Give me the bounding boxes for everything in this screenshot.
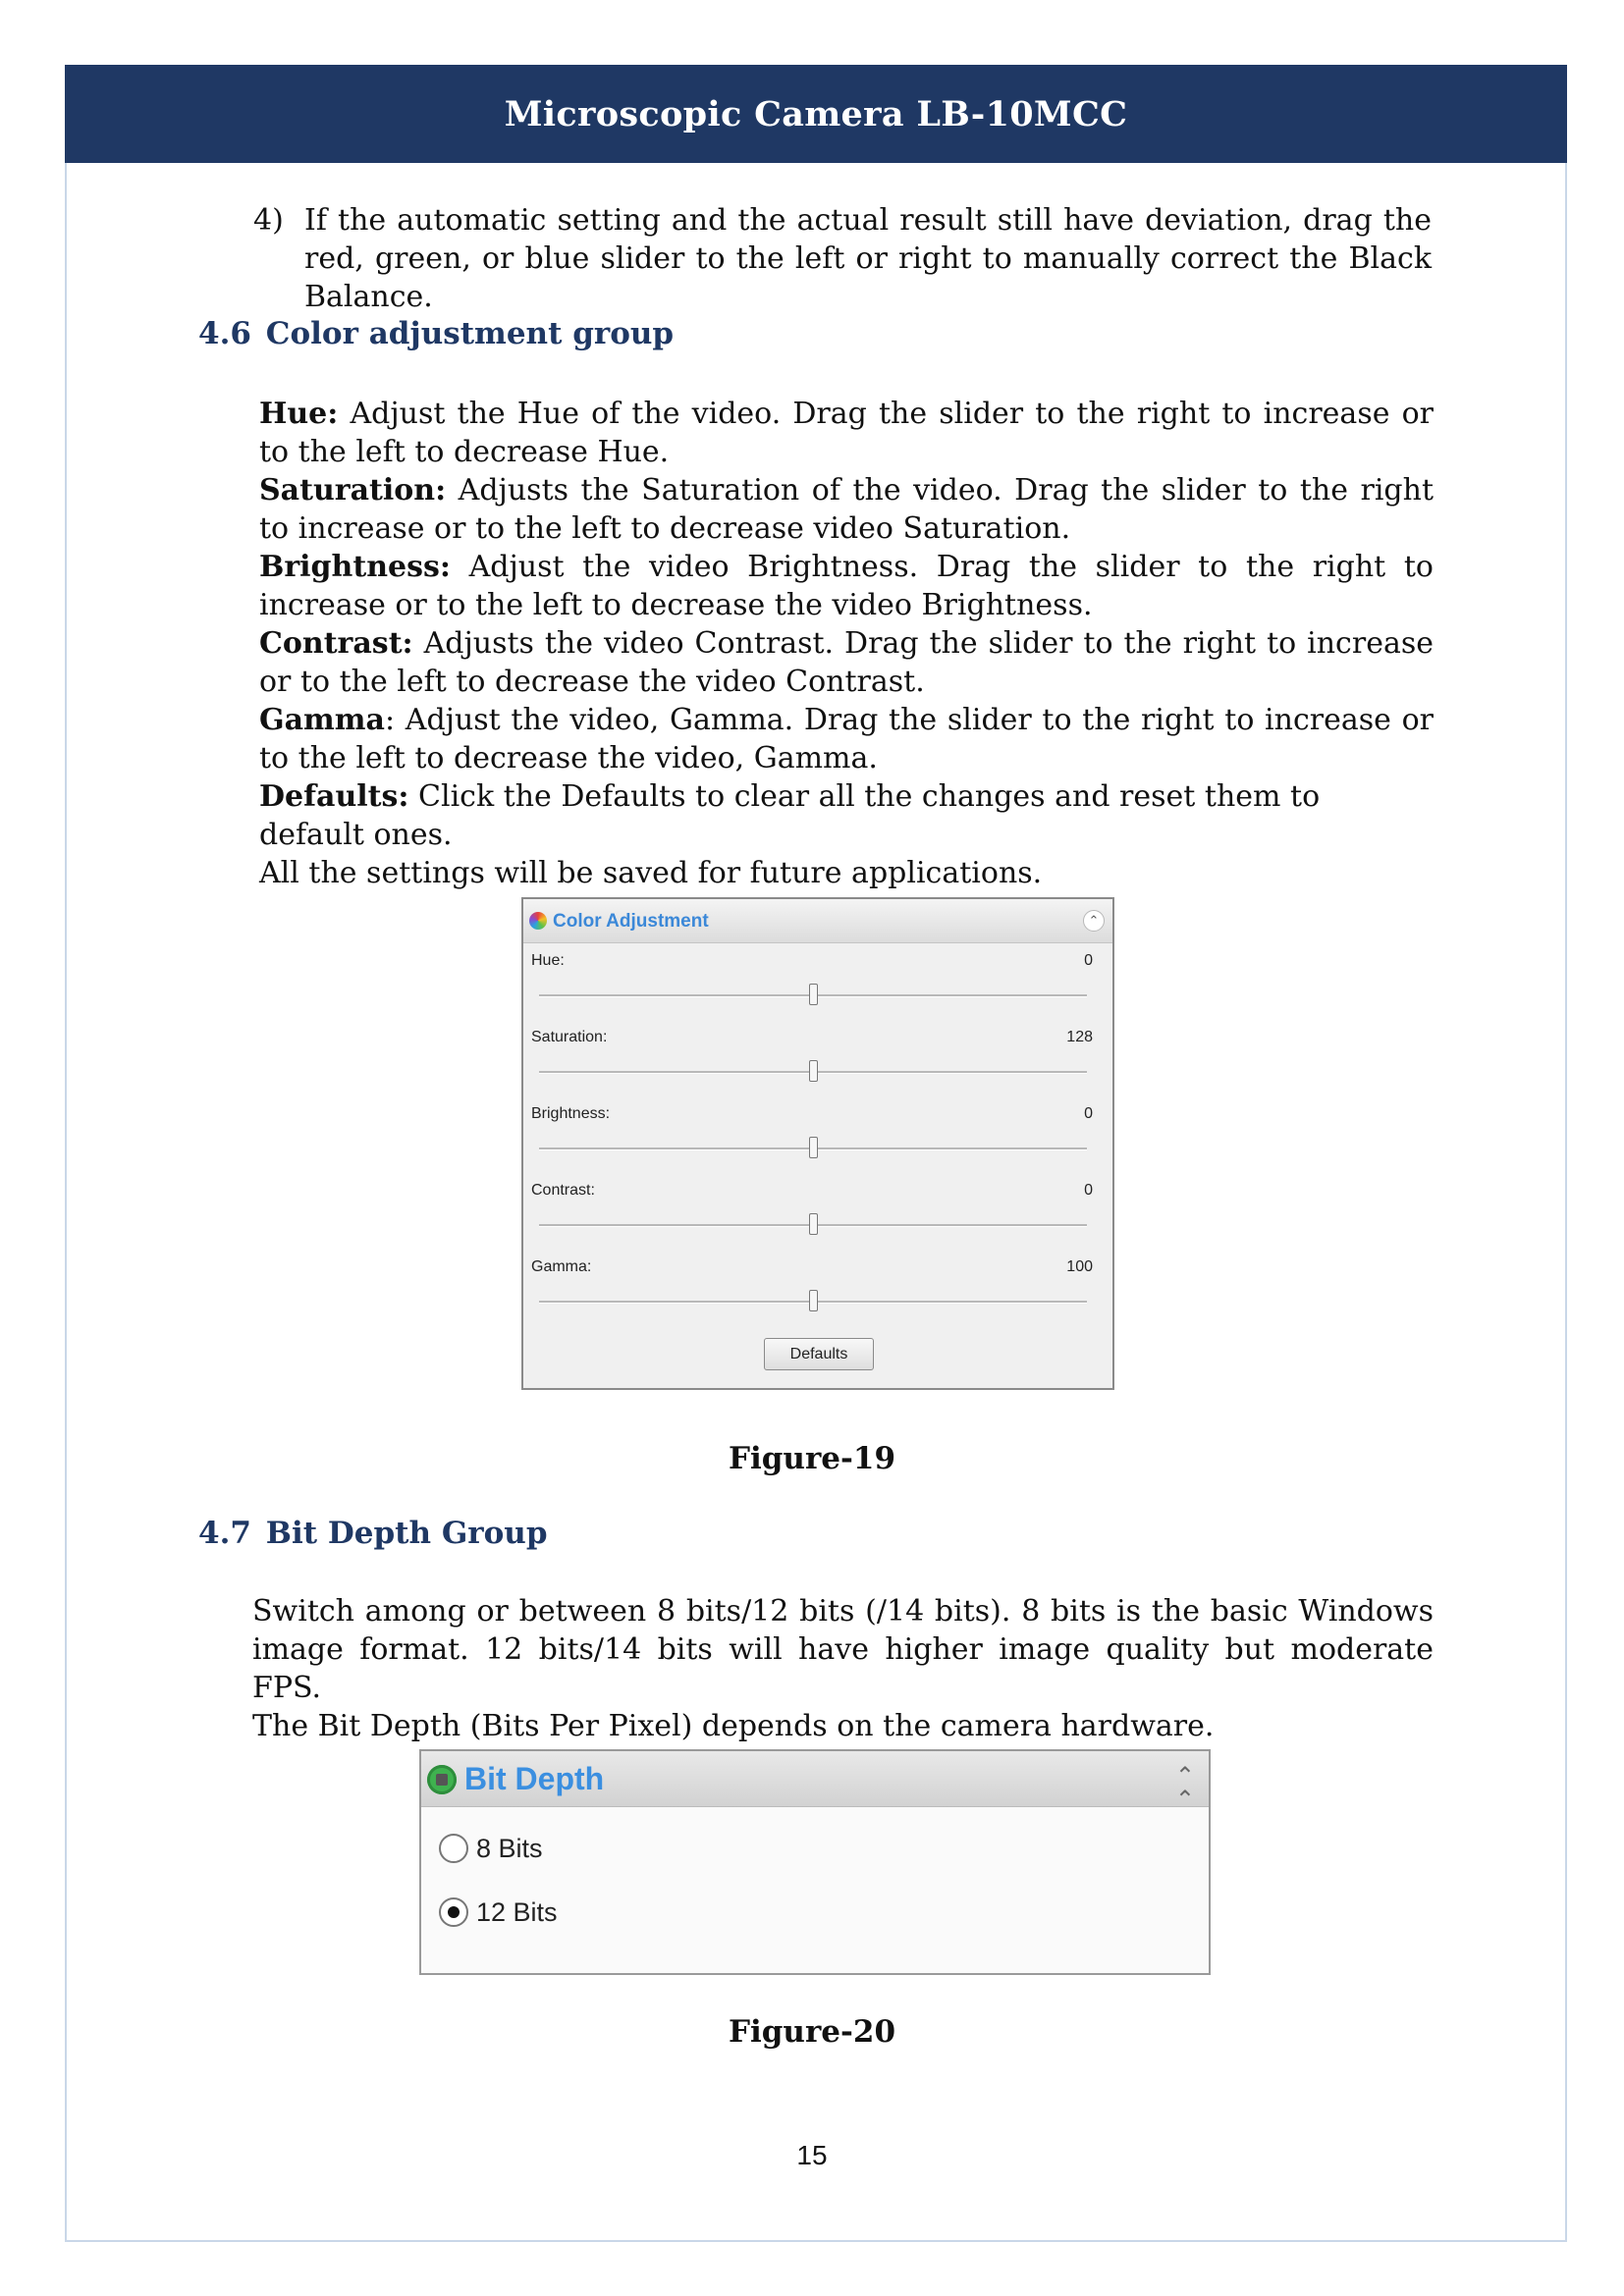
bit-paragraph-2: The Bit Depth (Bits Per Pixel) depends on the camera hardware. xyxy=(252,1709,1215,1743)
desc: : Adjust the video, Gamma. Drag the slider to the right to increase or to the left to decrease the video, Gamma. xyxy=(259,703,1434,775)
color-wheel-icon xyxy=(529,912,547,930)
desc: Adjusts the video Contrast. Drag the slider to the right to increase or to the left to decrease the video Contrast. xyxy=(259,626,1434,699)
definition-defaults xyxy=(259,777,1434,854)
slider-row xyxy=(523,952,1112,1029)
slider-value: 0 xyxy=(1084,952,1093,969)
radio-button[interactable] xyxy=(439,1897,468,1927)
desc: Adjust the video Brightness. Drag the slider to the right to increase or to the left to decrease the video Brightness. xyxy=(259,550,1434,622)
slider-row xyxy=(523,1105,1112,1182)
settings-note: All the settings will be saved for future applications. xyxy=(259,856,1043,890)
slider-thumb[interactable] xyxy=(809,984,818,1005)
desc: Adjusts the Saturation of the video. Drag the slider to the right to increase or to the left to decrease video Saturation. xyxy=(259,473,1434,546)
header-title: Microscopic Camera LB-10MCC xyxy=(504,93,1128,134)
bit-paragraph: Switch among or between 8 bits/12 bits (/14 bits). 8 bits is the basic Windows image format. 12 bits/14 bits will have higher image quality but moderate FPS. xyxy=(252,1594,1434,1705)
term: Contrast: xyxy=(259,626,413,661)
term: Saturation: xyxy=(259,473,447,507)
panel-title: Bit Depth xyxy=(464,1761,605,1796)
radio-label: 8 Bits xyxy=(476,1834,543,1863)
slider-value: 0 xyxy=(1084,1182,1093,1199)
slider-row xyxy=(523,1182,1112,1258)
section-number: 4.6 xyxy=(198,316,251,351)
definition-hue xyxy=(259,395,1434,471)
slider-thumb[interactable] xyxy=(809,1290,818,1311)
section-heading xyxy=(198,1516,548,1551)
slider-label: Hue: xyxy=(531,952,565,969)
bit-depth-panel xyxy=(419,1749,1211,1975)
slider-row xyxy=(523,1029,1112,1105)
slider-row xyxy=(523,1258,1112,1335)
slider-label: Contrast: xyxy=(531,1182,595,1199)
definition-gamma xyxy=(259,701,1434,777)
step-number: 4) xyxy=(253,203,284,238)
chevron-up-icon[interactable]: ⌃ xyxy=(1083,910,1105,932)
definition-saturation xyxy=(259,471,1434,548)
radio-button[interactable] xyxy=(439,1834,468,1863)
slider-value: 128 xyxy=(1066,1029,1093,1045)
panel-titlebar xyxy=(421,1751,1209,1813)
defaults-button[interactable]: Defaults xyxy=(764,1338,874,1370)
term: Gamma xyxy=(259,703,385,737)
figure-caption: Figure-20 xyxy=(728,2014,896,2050)
page-header xyxy=(65,65,1567,163)
slider-label: Gamma: xyxy=(531,1258,592,1275)
section-heading xyxy=(198,316,674,351)
panel-titlebar xyxy=(523,899,1112,943)
term: Defaults: xyxy=(259,779,409,814)
slider-thumb[interactable] xyxy=(809,1060,818,1082)
panel-title: Color Adjustment xyxy=(553,911,709,932)
definition-contrast xyxy=(259,624,1434,701)
bit-description xyxy=(252,1592,1434,1745)
radio-label: 12 Bits xyxy=(476,1897,558,1927)
color-description xyxy=(259,395,1434,892)
desc: Click the Defaults to clear all the changes and reset them to default ones. xyxy=(259,779,1321,852)
desc: Adjust the Hue of the video. Drag the slider to the right to increase or to the left to decrease Hue. xyxy=(259,397,1434,469)
section-title: Bit Depth Group xyxy=(265,1516,548,1551)
page-number: 15 xyxy=(796,2140,828,2170)
term: Hue: xyxy=(259,397,339,431)
step-text: If the automatic setting and the actual result still have deviation, drag the red, green, or blue slider to the left or right to manually correct the Black Balance. xyxy=(304,203,1432,314)
slider-value: 100 xyxy=(1066,1258,1093,1275)
slider-thumb[interactable] xyxy=(809,1213,818,1235)
definition-brightness xyxy=(259,548,1434,624)
slider-value: 0 xyxy=(1084,1105,1093,1122)
figure-caption: Figure-19 xyxy=(728,1441,896,1476)
color-adjustment-panel xyxy=(521,897,1114,1390)
slider-label: Saturation: xyxy=(531,1029,608,1045)
section-title: Color adjustment group xyxy=(265,316,675,351)
section-number: 4.7 xyxy=(198,1516,251,1551)
slider-label: Brightness: xyxy=(531,1105,611,1122)
chevron-up-icon[interactable]: ⌃ ⌃ xyxy=(1174,1763,1195,1813)
slider-thumb[interactable] xyxy=(809,1137,818,1158)
bit-depth-icon xyxy=(427,1765,457,1794)
term: Brightness: xyxy=(259,550,451,584)
